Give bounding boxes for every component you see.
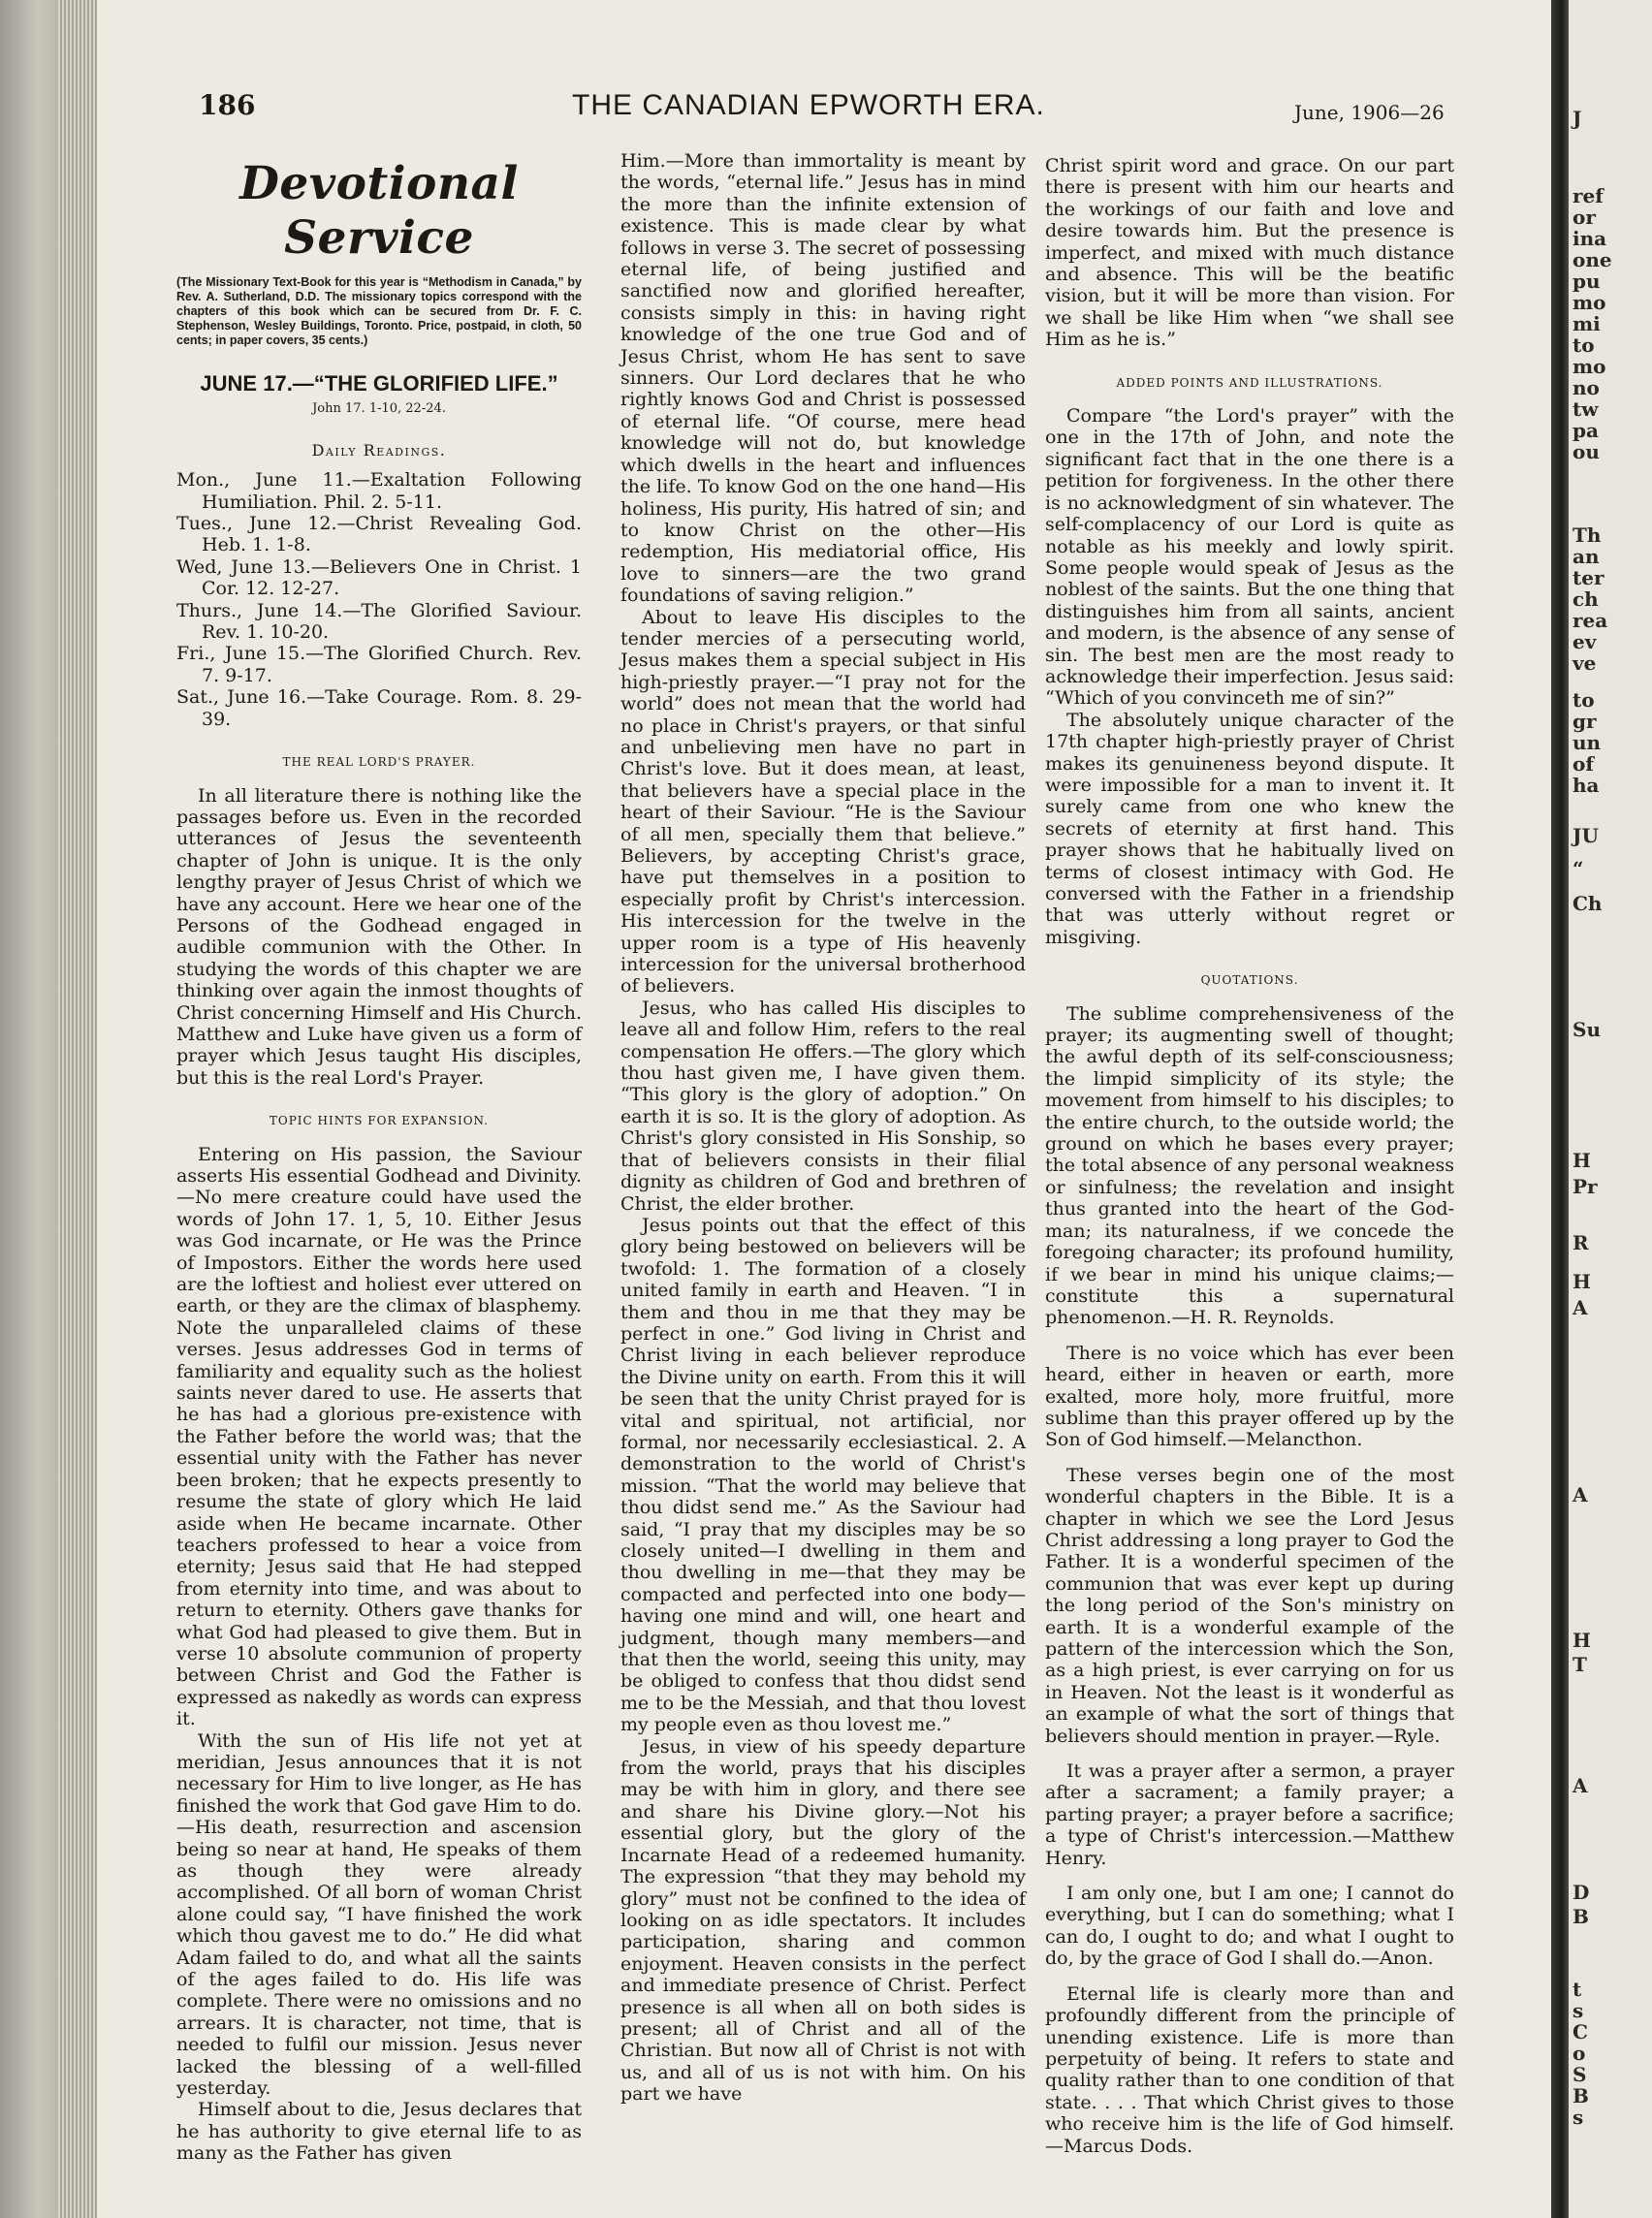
next-page-fragment: A <box>1573 1483 1588 1506</box>
column-2 <box>620 150 1026 2106</box>
next-page-fragment: o <box>1573 2042 1586 2065</box>
next-page-fragment: S <box>1573 2063 1587 2086</box>
next-page-fragment: pa <box>1573 419 1599 442</box>
next-page-fragment: ina <box>1573 227 1607 250</box>
paragraph: Jesus, who has called His disciples to leave all and follow Him, refers to the real compensation He offers.—The glory which thou hast given me, I have given them. “This glory is the glory of adoption.” On earth it is so. It is the glory of adoption. As Christ's glory consisted in His Sonship, so that of believers consists in their filial dignity as children of God and brethren of Christ, the elder brother. <box>620 997 1026 1215</box>
paragraph: Himself about to die, Jesus declares that he has authority to give eternal life to as many as the Father has given <box>176 2099 582 2165</box>
next-page-fragment: s <box>1573 2106 1584 2129</box>
next-page-fragment: t <box>1573 1978 1582 2001</box>
next-page-fragment: R <box>1573 1231 1589 1254</box>
next-page-fragment: Su <box>1573 1018 1601 1041</box>
quotation: There is no voice which has ever been heard, either in heaven or earth, more exalted, more holy, more fruitful, more sublime than this prayer offered up by the Son of God himself.—Melancthon. <box>1045 1342 1454 1451</box>
next-page-fragment: D <box>1573 1881 1590 1904</box>
quotation: These verses begin one of the most wonderful chapters in the Bible. It is a chapter in which we see the Lord Jesus Christ addressing a long prayer to God the Father. It is a wonderful specimen of the communion that was ever kept up during the long period of the Son's ministry on earth. It is a wonderful example of the pattern of the intercession which the Son, as a high priest, is ever carrying on for us in Heaven. Not the least is it wonderful as an example of what the sort of things that believers should mention in prayer.—Ryle. <box>1045 1464 1454 1747</box>
next-page-fragment: of <box>1573 752 1594 776</box>
next-page-fragment: H <box>1573 1629 1591 1652</box>
next-page-fragment: one <box>1573 248 1612 271</box>
page-number: 186 <box>199 89 256 121</box>
next-page-fragment: JU <box>1573 824 1599 847</box>
next-page-fragment: A <box>1573 1296 1588 1319</box>
next-page-fragment: tw <box>1573 397 1599 421</box>
next-page-fragment: Ch <box>1573 892 1603 915</box>
next-page-fragment: B <box>1573 2084 1589 2107</box>
next-page-fragment: J <box>1573 107 1582 130</box>
paragraph: With the sun of His life not yet at meridian, Jesus announces that it is not necessary for Him to live longer, as He has finished the work that God gave Him to do.—His death, resurrection and ascension being so near at hand, He speaks of them as though they were already accomplished. Of all born of woman Christ alone could say, “I have finished the work which thou gavest me to do.” He did what Adam failed to do, and what all the saints of the ages failed to do. His life was complete. There were no omissions and no arrears. It is character, not time, that is needed to fulfil our mission. Jesus never lacked the blessing of a well-filled yesterday. <box>176 1729 582 2100</box>
next-page-fragment: A <box>1573 1774 1588 1797</box>
reading-item: Fri., June 15.—The Glorified Church. Rev. 7. 9-17. <box>176 643 582 686</box>
next-page-fragment: mo <box>1573 291 1606 314</box>
next-page-fragment: un <box>1573 731 1602 754</box>
reading-item: Wed, June 13.—Believers One in Christ. 1 Cor. 12. 12-27. <box>176 555 582 600</box>
missionary-note: (The Missionary Text-Book for this year is “Methodism in Canada,” by Rev. A. Sutherland, D.D. The missionary topics correspond with the chapters of this book which can be secured from Dr. F. C. Stephenson, Wesley Buildings, Toronto. Price, postpaid, in cloth, 50 cents; in paper covers, 35 cents.) <box>176 275 582 347</box>
heading-real-lords-prayer: THE REAL LORD'S PRAYER. <box>282 755 476 770</box>
next-page-fragment: B <box>1573 1905 1589 1928</box>
quotation: The sublime comprehensiveness of the prayer; its augmenting swell of thought; the awful depth of its self-consciousness; the limpid simplicity of its style; the movement from himself to his disciples; to the entire church, to the outside world; the ground on which he bases every prayer; the total absence of any personal weakness or sinfulness; the revelation and insight thus granted into the heart of the God-man; its naturalness, if we concede the foregoing character; its profound humility, if we bear in mind his unique claims;—constitute this a supernatural phenomenon.—H. R. Reynolds. <box>1045 1002 1454 1329</box>
column-3 <box>1045 155 1454 2157</box>
paragraph: Him.—More than immortality is meant by the words, “eternal life.” Jesus has in mind the more than the infinite extension of existence. This is made clear by what follows in verse 3. The secret of possessing eternal life, of being justified and sanctified now and glorified hereafter, consists simply in this: in having right knowledge of the one true God and of Jesus Christ, whom He has sent to save sinners. Our Lord declares that he who rightly knows God and Christ is possessed of eternal life. “Of course, mere head knowledge will not do, but knowledge which dwells in the heart and influences the life. To know God on the one hand—His holiness, His purity, His hatred of sin; and to know Christ on the other—His redemption, His mediatorial office, His love to sinners—are the two grand foundations of saving religion.” <box>620 150 1026 607</box>
masthead-title: THE CANADIAN EPWORTH ERA. <box>572 89 1045 121</box>
section-title: Devotional Service <box>239 157 519 265</box>
next-page-fragment: gr <box>1573 710 1597 733</box>
paragraph: The absolutely unique character of the 17th chapter high-priestly prayer of Christ makes its genuineness beyond dispute. It were impossible for a man to invent it. It surely came from one who knew the secrets of eternity at first hand. This prayer shows that he habitually lived on terms of closest intimacy with God. He conversed with the Father in a friendship that was utterly without regret or misgiving. <box>1045 709 1454 948</box>
heading-added-points: ADDED POINTS AND ILLUSTRATIONS. <box>1116 375 1383 390</box>
quotation: Eternal life is clearly more than and profoundly different from the principle of unending existence. Life is more than perpetuity of being. It refers to state and quality rather than to one condition of that state. . . . That which Christ gives to those who receive him is the life of God himself.—Marcus Dods. <box>1045 1982 1454 2157</box>
next-page-fragment: s <box>1573 1999 1584 2022</box>
next-page-fragment: Th <box>1573 523 1602 547</box>
paragraph: Compare “the Lord's prayer” with the one in the 17th of John, and note the significant fact that in the one there is a petition for forgiveness. In the other there is no acknowledgment of sin whatever. The self-complacency of our Lord is quite as notable as his meekly and lowly spirit. Some people would speak of Jesus as the noblest of the saints. But the one thing that distinguishes him from all saints, ancient and modern, is the absence of any sense of sin. The best men are the most ready to acknowledge their imperfection. Jesus said: “Which of you convinceth me of sin?” <box>1045 405 1454 710</box>
next-page-fragment: Pr <box>1573 1175 1598 1198</box>
lesson-reference: John 17. 1-10, 22-24. <box>312 401 446 417</box>
quotation: I am only one, but I am one; I cannot do everything, but I can do something; what I can do, I ought to do; and what I ought to do, by the grace of God I shall do.—Anon. <box>1045 1883 1454 1970</box>
next-page-fragment: ref <box>1573 184 1604 207</box>
next-page-fragment: ter <box>1573 566 1604 589</box>
next-page-fragment: no <box>1573 376 1600 399</box>
heading-topic-hints: TOPIC HINTS FOR EXPANSION. <box>269 1114 490 1128</box>
paragraph: Christ spirit word and grace. On our part there is present with him our hearts and the workings of our faith and love and desire towards him. But the presence is imperfect, and mixed with much distance and absence. This will be the beatific vision, but it will be more than vision. For we shall be like Him when “we shall see Him as he is.” <box>1045 155 1454 351</box>
daily-readings-heading: Daily Readings. <box>311 440 447 459</box>
next-page-fragment: mo <box>1573 355 1606 378</box>
column-1 <box>176 145 582 2165</box>
next-page-fragment: ha <box>1573 774 1600 797</box>
next-page-fragment: H <box>1573 1149 1591 1172</box>
paragraph: Jesus points out that the effect of this glory being bestowed on believers will be twofold: 1. The formation of a closely united family in earth and Heaven. “I in them and thou in me that they may be perfect in one.” God living in Christ and Christ living in each believer reproduce the Divine unity on earth. From this it will be seen that the unity Christ prayed for is vital and spiritual, not artificial, nor formal, nor necessarily ecclesiastical. 2. A demonstration to the world of Christ's mission. “That the world may believe that thou didst send me.” As the Saviour had said, “I pray that my disciples may be so closely united—I dwelling in them and thou dwelling in me—that they may be compacted and perfected into one body—having one mind and will, one heart and judgment, though many members—and that then the world, seeing this unity, may be obliged to confess that thou didst send me to be the Messiah, and that thou lovest my people even as thou lovest me.” <box>620 1214 1026 1736</box>
next-page-fragment: an <box>1573 545 1600 568</box>
next-page-fragment: ch <box>1573 587 1599 611</box>
paragraph: Entering on His passion, the Saviour asserts His essential Godhead and Divinity.—No mere creature could have used the words of John 17. 1, 5, 10. Either Jesus was God incarnate, or He was the Prince of Impostors. Either the words here used are the loftiest and holiest ever uttered on earth, or they are the climax of blasphemy. Note the unparalleled claims of these verses. Jesus addresses God in terms of familiarity and equality such as the holiest saints never dared to use. He asserts that he has had a glorious pre-existence with the Father before the world was; that the essential unity with the Father has never been broken; that he expects presently to resume the state of glory which He laid aside when He became incarnate. Other teachers professed to hear a voice from eternity; Jesus said that He had stepped from eternity into time, and was about to return to eternity. Others gave thanks for what God had pleased to give them. But in verse 10 absolute communion of property between Christ and God the Father is expressed as nakedly as words can express it. <box>176 1143 582 1730</box>
next-page-fragment: pu <box>1573 269 1601 293</box>
next-page-fragment: ve <box>1573 651 1597 675</box>
heading-quotations: QUOTATIONS. <box>1200 973 1299 988</box>
next-page-fragment: mi <box>1573 312 1601 335</box>
paragraph: Jesus, in view of his speedy departure from the world, prays that his disciples may be with him in glory, and there see and share his Divine glory.—Not his essential glory, but the glory of the Incarnate Head of a redeemed humanity. The expression “that they may behold my glory” must not be confined to the idea of looking on as idle spectators. It includes participation, sharing and common enjoyment. Heaven consists in the perfect and immediate presence of Christ. Perfect presence is all when all on both sides is present; all of Christ and all of the Christian. But now all of Christ is not with us, and all of us is not with him. On his part we have <box>620 1735 1026 2106</box>
paragraph: In all literature there is nothing like the passages before us. Even in the recorded utterances of Jesus the seventeenth chapter of John is unique. It is the only lengthy prayer of Jesus Christ of which we have any account. Here we hear one of the Persons of the Godhead engaged in audible communion with the Other. In studying the words of this chapter we are thinking over again the inmost thoughts of Christ concerning Himself and His Church. Matthew and Luke have given us a form of prayer which Jesus taught His disciples, but this is the real Lord's Prayer. <box>176 784 582 1089</box>
next-page-fragment: ou <box>1573 440 1600 463</box>
reading-item: Tues., June 12.—Christ Revealing God. Heb. 1. 1-8. <box>176 513 582 556</box>
next-page-fragment: T <box>1573 1653 1587 1676</box>
adjacent-page-edge <box>1569 0 1652 2218</box>
next-page-fragment: or <box>1573 206 1596 229</box>
lesson-title: JUNE 17.—“THE GLORIFIED LIFE.” <box>200 371 558 396</box>
next-page-fragment: ev <box>1573 630 1597 653</box>
paragraph: About to leave His disciples to the tender mercies of a persecuting world, Jesus makes them a special subject in His high-priestly prayer.—“I pray not for the world” does not mean that the world had no place in Christ's prayers, or that sinful and unbelieving men have no part in Christ's love. But it does mean, at least, that believers have a special place in the heart of their Saviour. “He is the Saviour of all men, specially them that believe.” Believers, by accepting Christ's grace, have put themselves in a position to especially profit by Christ's intercession. His intercession for the twelve in the upper room is a type of His heavenly intercession for the universal brotherhood of believers. <box>620 606 1026 998</box>
reading-item: Thurs., June 14.—The Glorified Saviour. Rev. 1. 10-20. <box>176 599 582 644</box>
next-page-fragment: to <box>1573 688 1595 712</box>
next-page-fragment: to <box>1573 333 1595 357</box>
reading-item: Sat., June 16.—Take Courage. Rom. 8. 29-39. <box>176 686 582 730</box>
next-page-fragment: H <box>1573 1270 1591 1293</box>
page-gutter <box>1551 0 1569 2218</box>
book-binding <box>0 0 97 2218</box>
next-page-fragment: C <box>1573 2020 1588 2044</box>
daily-readings-list <box>176 469 582 730</box>
reading-item: Mon., June 11.—Exaltation Following Humiliation. Phil. 2. 5-11. <box>176 469 582 513</box>
next-page-fragment: “ <box>1573 857 1584 880</box>
next-page-fragment: rea <box>1573 609 1608 632</box>
quotation: It was a prayer after a sermon, a prayer after a sacrament; a family prayer; a parting prayer; a prayer before a sacrifice; a type of Christ's intercession.—Matthew Henry. <box>1045 1760 1454 1869</box>
issue-date: June, 1906—26 <box>1294 101 1445 124</box>
